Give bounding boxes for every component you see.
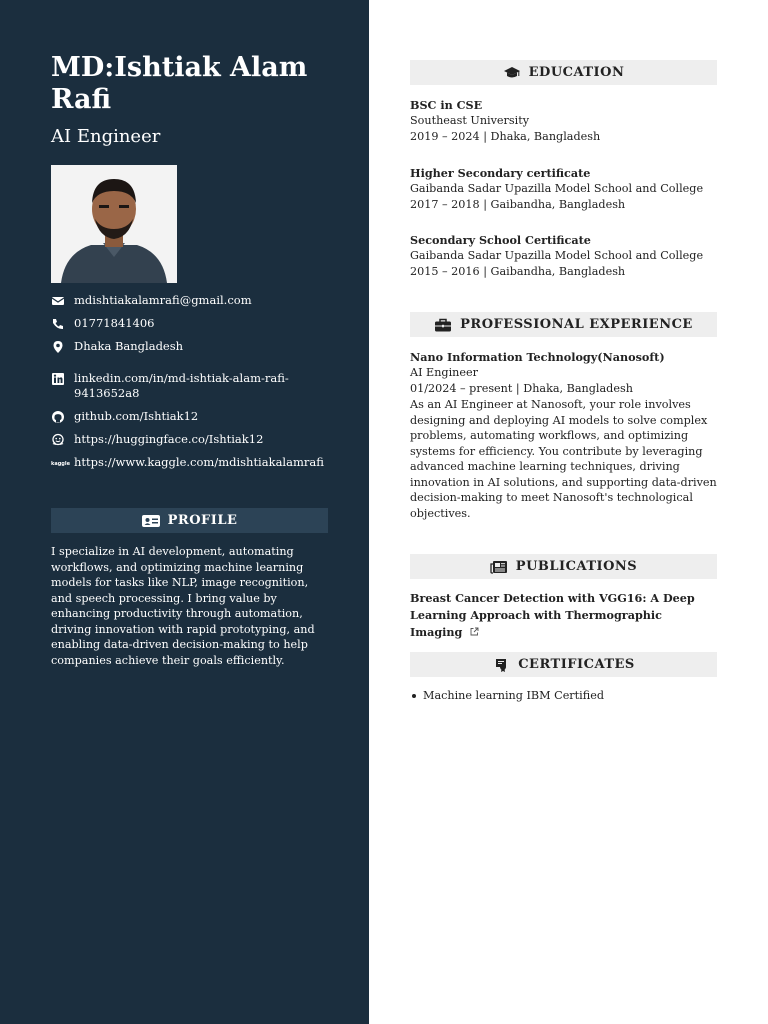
- education-heading-label: EDUCATION: [528, 65, 625, 80]
- experience-heading: [410, 312, 717, 337]
- contact-phone-text[interactable]: 01771841406: [74, 316, 155, 330]
- education-school: Gaibanda Sadar Upazilla Model School and College: [410, 249, 704, 262]
- newspaper-icon: [490, 560, 508, 574]
- contact-location: [51, 339, 341, 355]
- contact-list: [51, 293, 341, 478]
- contact-kaggle[interactable]: [51, 455, 341, 471]
- experience-details: 01/2024 – present | Dhaka, Bangladesh: [410, 382, 633, 395]
- publication-title[interactable]: Breast Cancer Detection with VGG16: A Deep Learning Approach with Thermographic Imaging: [410, 591, 695, 639]
- education-school: Gaibanda Sadar Upazilla Model School and College: [410, 182, 704, 195]
- bullet-dot: [412, 694, 416, 698]
- huggingface-icon: [51, 433, 65, 447]
- education-item: [410, 165, 717, 213]
- profile-summary: I specialize in AI development, automating workflows, and optimizing machine learning models for tasks like NLP, image recognition, and speech processing. I bring value by enhancing productivity through automation, driving innovation with rapid prototyping, and enabling data-driven decision-making to help companies achieve their goals efficiently.: [51, 545, 315, 667]
- contact-phone[interactable]: [51, 316, 341, 332]
- education-details: 2015 – 2016 | Gaibandha, Bangladesh: [410, 265, 626, 278]
- contact-huggingface-text[interactable]: https://huggingface.co/Ishtiak12: [74, 432, 264, 446]
- certificate-icon: [492, 658, 510, 672]
- github-icon: [51, 410, 65, 424]
- avatar-portrait-icon: [51, 165, 177, 283]
- contact-linkedin[interactable]: [51, 371, 341, 402]
- experience-description: As an AI Engineer at Nanosoft, your role involves designing and deploying AI models to solve complex problems, automating workflows, and optimizing systems for efficiency. You contribute by leveraging advanced machine learning techniques, driving innovation in AI solutions, and supporting data-driven decision-making to meet Nanosoft's technological objectives.: [410, 398, 717, 520]
- phone-icon: [51, 317, 65, 331]
- contact-email[interactable]: [51, 293, 341, 309]
- briefcase-icon: [434, 318, 452, 332]
- publications-heading: [410, 554, 717, 579]
- certificates-heading: [410, 652, 717, 677]
- education-degree: Secondary School Certificate: [410, 233, 591, 247]
- education-details: 2019 – 2024 | Dhaka, Bangladesh: [410, 130, 601, 143]
- education-item: [410, 232, 717, 280]
- experience-company: Nano Information Technology(Nanosoft): [410, 350, 665, 364]
- contact-huggingface[interactable]: [51, 432, 341, 448]
- avatar: [51, 165, 177, 283]
- candidate-role: AI Engineer: [51, 126, 161, 147]
- contact-email-text[interactable]: mdishtiakalamrafi@gmail.com: [74, 293, 252, 307]
- experience-item: [410, 349, 717, 521]
- education-item: [410, 97, 717, 145]
- candidate-name: MD:Ishtiak Alam Rafi: [51, 52, 308, 115]
- linkedin-icon: [51, 372, 65, 386]
- mail-icon: [51, 294, 65, 308]
- kaggle-icon: [51, 456, 70, 470]
- graduation-cap-icon: [503, 66, 521, 80]
- certificate-item: [410, 688, 717, 704]
- location-pin-icon: [51, 340, 65, 354]
- certificates-heading-label: CERTIFICATES: [518, 657, 635, 672]
- svg-text:kaggle: kaggle: [51, 461, 70, 467]
- main-content: [369, 0, 768, 1024]
- id-card-icon: [142, 514, 160, 528]
- external-link-icon[interactable]: [470, 627, 479, 636]
- certificate-list-item: [410, 688, 717, 704]
- publications-heading-label: PUBLICATIONS: [515, 559, 638, 574]
- contact-github[interactable]: [51, 409, 341, 425]
- education-heading: [410, 60, 717, 85]
- profile-heading: [51, 508, 328, 533]
- experience-title: AI Engineer: [410, 366, 478, 379]
- education-school: Southeast University: [410, 114, 530, 127]
- sidebar: [0, 0, 369, 1024]
- education-degree: Higher Secondary certificate: [410, 166, 591, 180]
- contact-kaggle-text[interactable]: https://www.kaggle.com/mdishtiakalamrafi: [74, 455, 324, 469]
- publication-item[interactable]: [410, 590, 717, 641]
- certificate-title: Machine learning IBM Certified: [423, 689, 604, 702]
- profile-heading-label: PROFILE: [167, 513, 238, 528]
- education-degree: BSC in CSE: [410, 98, 483, 112]
- contact-github-text[interactable]: github.com/Ishtiak12: [74, 409, 199, 423]
- education-details: 2017 – 2018 | Gaibandha, Bangladesh: [410, 198, 626, 211]
- contact-location-text: Dhaka Bangladesh: [74, 339, 184, 353]
- experience-heading-label: PROFESSIONAL EXPERIENCE: [460, 317, 693, 332]
- contact-linkedin-text[interactable]: linkedin.com/in/md-ishtiak-alam-rafi-9413652a8: [74, 370, 289, 400]
